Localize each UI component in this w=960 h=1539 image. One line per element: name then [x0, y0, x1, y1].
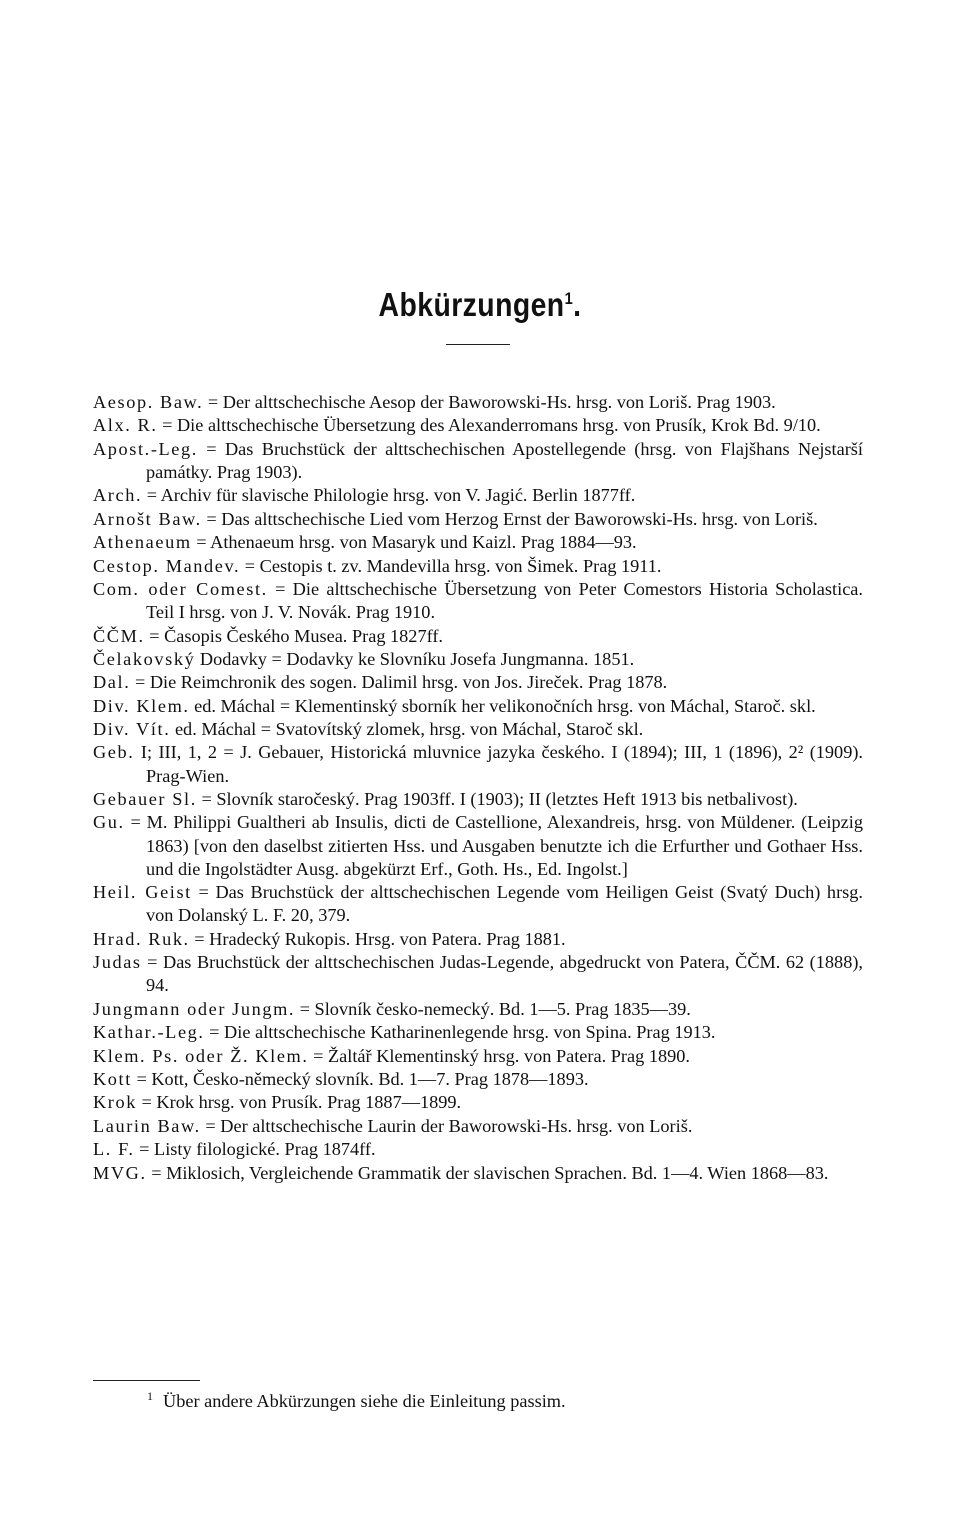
- page-title: [67, 286, 893, 324]
- footnote: [147, 1385, 847, 1413]
- page-title-text: Abkürzungen: [378, 286, 565, 323]
- abbreviation-entry: [93, 881, 863, 927]
- abbreviation: Com. oder Comest.: [93, 578, 268, 599]
- abbreviation: Hrad. Ruk.: [93, 928, 190, 949]
- abbreviation-definition: = Miklosich, Vergleichende Grammatik der slavischen Sprachen. Bd. 1—4. Wien 1868—83.: [146, 1162, 829, 1183]
- abbreviation-entry: [93, 1021, 863, 1044]
- abbreviation-entry: [93, 718, 863, 741]
- abbreviation-definition: = Archiv für slavische Philologie hrsg. von V. Jagić. Berlin 1877ff.: [142, 485, 636, 506]
- abbreviation: Arch.: [93, 485, 143, 506]
- abbreviation: Heil. Geist: [93, 882, 192, 903]
- abbreviation-entry: [93, 438, 863, 484]
- abbreviation-entry: [93, 998, 863, 1021]
- abbreviation-definition: = Der alttschechische Aesop der Baworowski-Hs. hrsg. von Loriš. Prag 1903.: [203, 392, 776, 412]
- footnote-rule: [93, 1380, 200, 1381]
- abbreviation-entry: [93, 1091, 863, 1114]
- abbreviation-entry: [93, 625, 863, 648]
- abbreviation-definition: = Athenaeum hrsg. von Masaryk und Kaizl. Prag 1884—93.: [191, 532, 637, 553]
- abbreviation-definition: = Die alttschechische Übersetzung von Peter Comestors Historia Scholastica. Teil I hrsg. von J. V. Novák. Prag 1910.: [146, 578, 863, 623]
- abbreviation: Div. Vít.: [93, 719, 171, 740]
- abbreviation-definition: = Slovník česko-nemecký. Bd. 1—5. Prag 1835—39.: [295, 998, 691, 1019]
- abbreviation: Aesop. Baw.: [93, 392, 204, 412]
- abbreviation-definition: = Das alttschechische Lied vom Herzog Ernst der Baworowski-Hs. hrsg. von Loriš.: [201, 508, 818, 529]
- abbreviation-entry: [93, 1068, 863, 1091]
- abbreviation-list: [93, 391, 863, 1185]
- abbreviation-entry: [93, 578, 863, 624]
- abbreviation: Gu.: [93, 812, 125, 833]
- abbreviation: Krok: [93, 1092, 137, 1113]
- abbreviation-entry: [93, 484, 863, 507]
- abbreviation-entry: [93, 1162, 863, 1185]
- abbreviation-definition: = Listy filologické. Prag 1874ff.: [134, 1139, 376, 1160]
- abbreviation-definition: = Das Bruchstück der alttschechischen Apostellegende (hrsg. von Flajšhans Nejstarší památky. Prag 1903).: [146, 438, 863, 482]
- abbreviation: Klem. Ps. oder Ž. Klem.: [93, 1045, 309, 1066]
- abbreviation-entry: [93, 928, 863, 951]
- abbreviation: MVG.: [93, 1162, 147, 1183]
- abbreviation-entry: [93, 555, 863, 578]
- abbreviation-entry: [93, 811, 863, 881]
- abbreviation: Arnošt Baw.: [93, 508, 202, 529]
- abbreviation-entry: [93, 741, 863, 787]
- abbreviation-definition: = Die alttschechische Katharinenlegende hrsg. von Spina. Prag 1913.: [204, 1022, 716, 1043]
- abbreviation: Kott: [93, 1069, 132, 1090]
- footnote-text: Über andere Abkürzungen siehe die Einleitung passim.: [163, 1391, 566, 1412]
- abbreviation: L. F.: [93, 1139, 135, 1160]
- abbreviation-definition: ed. Máchal = Svatovítský zlomek, hrsg. von Máchal, Staroč skl.: [170, 719, 644, 740]
- abbreviation-entry: [93, 695, 863, 718]
- abbreviation-definition: = Das Bruchstück der alttschechischen Legende vom Heiligen Geist (Svatý Duch) hrsg. von Dolanský L. F. 20, 379.: [146, 882, 863, 926]
- abbreviation-definition: = Das Bruchstück der alttschechischen Judas-Legende, abgedruckt von Patera, ČČM. 62 (1888), 94.: [141, 952, 863, 996]
- abbreviation: Cestop. Mandev.: [93, 555, 241, 576]
- abbreviation-definition: = Die alttschechische Übersetzung des Alexanderromans hrsg. von Prusík, Krok Bd. 9/10.: [157, 415, 821, 436]
- abbreviation: Athenaeum: [93, 532, 192, 553]
- abbreviation-entry: [93, 414, 863, 437]
- abbreviation-entry: [93, 1138, 863, 1161]
- abbreviation-entry: [93, 648, 863, 671]
- abbreviation: Dal.: [93, 672, 131, 693]
- abbreviation-entry: [93, 508, 863, 531]
- abbreviation-definition: I; III, 1, 2 = J. Gebauer, Historická mluvnice jazyka českého. I (1894); III, 1 (1896), 2² (1909). Prag-Wien.: [134, 742, 863, 786]
- abbreviation-definition: = Kott, Česko-německý slovník. Bd. 1—7. Prag 1878—1893.: [131, 1069, 589, 1090]
- abbreviation-entry: [93, 391, 863, 414]
- abbreviation-definition: = Hradecký Rukopis. Hrsg. von Patera. Prag 1881.: [189, 928, 566, 949]
- abbreviation: Alx. R.: [93, 415, 158, 436]
- abbreviation-entry: [93, 671, 863, 694]
- footnote-reference: 1: [564, 289, 574, 308]
- abbreviation-definition: = M. Philippi Gualtheri ab Insulis, dicti de Castellione, Alexandreis, hrsg. von Müldener. (Leipzig 1863) [von den daselbst zitierten Hss. und Ausgaben benutzte ich die Erfurther und Gothaer Hss. und die Ingolstädter Ausg. abgekürzt Erf., Goth. Hs., Ed. Ingolst.]: [124, 812, 863, 879]
- abbreviation-definition: = Cestopis t. zv. Mandevilla hrsg. von Šimek. Prag 1911.: [240, 555, 662, 576]
- abbreviation-definition: = Časopis Českého Musea. Prag 1827ff.: [144, 625, 444, 646]
- abbreviation: Judas: [93, 952, 142, 973]
- abbreviation: Laurin Baw.: [93, 1115, 201, 1136]
- abbreviation-definition: ed. Máchal = Klementinský sborník her velikonočních hrsg. von Máchal, Staroč. skl.: [189, 695, 816, 716]
- abbreviation-definition: = Die Reimchronik des sogen. Dalimil hrsg. von Jos. Jireček. Prag 1878.: [130, 672, 668, 693]
- abbreviation: Čelakovský: [93, 648, 196, 669]
- abbreviation: Geb.: [93, 742, 135, 763]
- abbreviation-entry: [93, 788, 863, 811]
- abbreviation: Gebauer Sl.: [93, 789, 197, 810]
- abbreviation-entry: [93, 951, 863, 997]
- abbreviation: ČČM.: [93, 625, 145, 646]
- abbreviation: Div. Klem.: [93, 695, 190, 716]
- abbreviation-entry: [93, 1115, 863, 1138]
- page-title-suffix: .: [573, 286, 582, 323]
- abbreviation-entry: [93, 1045, 863, 1068]
- abbreviation-definition: Dodavky = Dodavky ke Slovníku Josefa Jungmanna. 1851.: [195, 648, 635, 669]
- footnote-mark: 1: [147, 1389, 153, 1403]
- abbreviation: Kathar.-Leg.: [93, 1022, 205, 1043]
- title-rule: [446, 344, 510, 345]
- abbreviation-definition: = Žaltář Klementinský hrsg. von Patera. Prag 1890.: [308, 1045, 690, 1066]
- abbreviation-definition: = Krok hrsg. von Prusík. Prag 1887—1899.: [136, 1092, 462, 1113]
- abbreviation: Apost.-Leg.: [93, 438, 198, 459]
- abbreviation: Jungmann oder Jungm.: [93, 998, 296, 1019]
- abbreviation-definition: = Slovník staročeský. Prag 1903ff. I (1903); II (letztes Heft 1913 bis netbalivost).: [196, 789, 798, 810]
- abbreviation-definition: = Der alttschechische Laurin der Baworowski-Hs. hrsg. von Loriš.: [200, 1115, 693, 1136]
- abbreviation-entry: [93, 531, 863, 554]
